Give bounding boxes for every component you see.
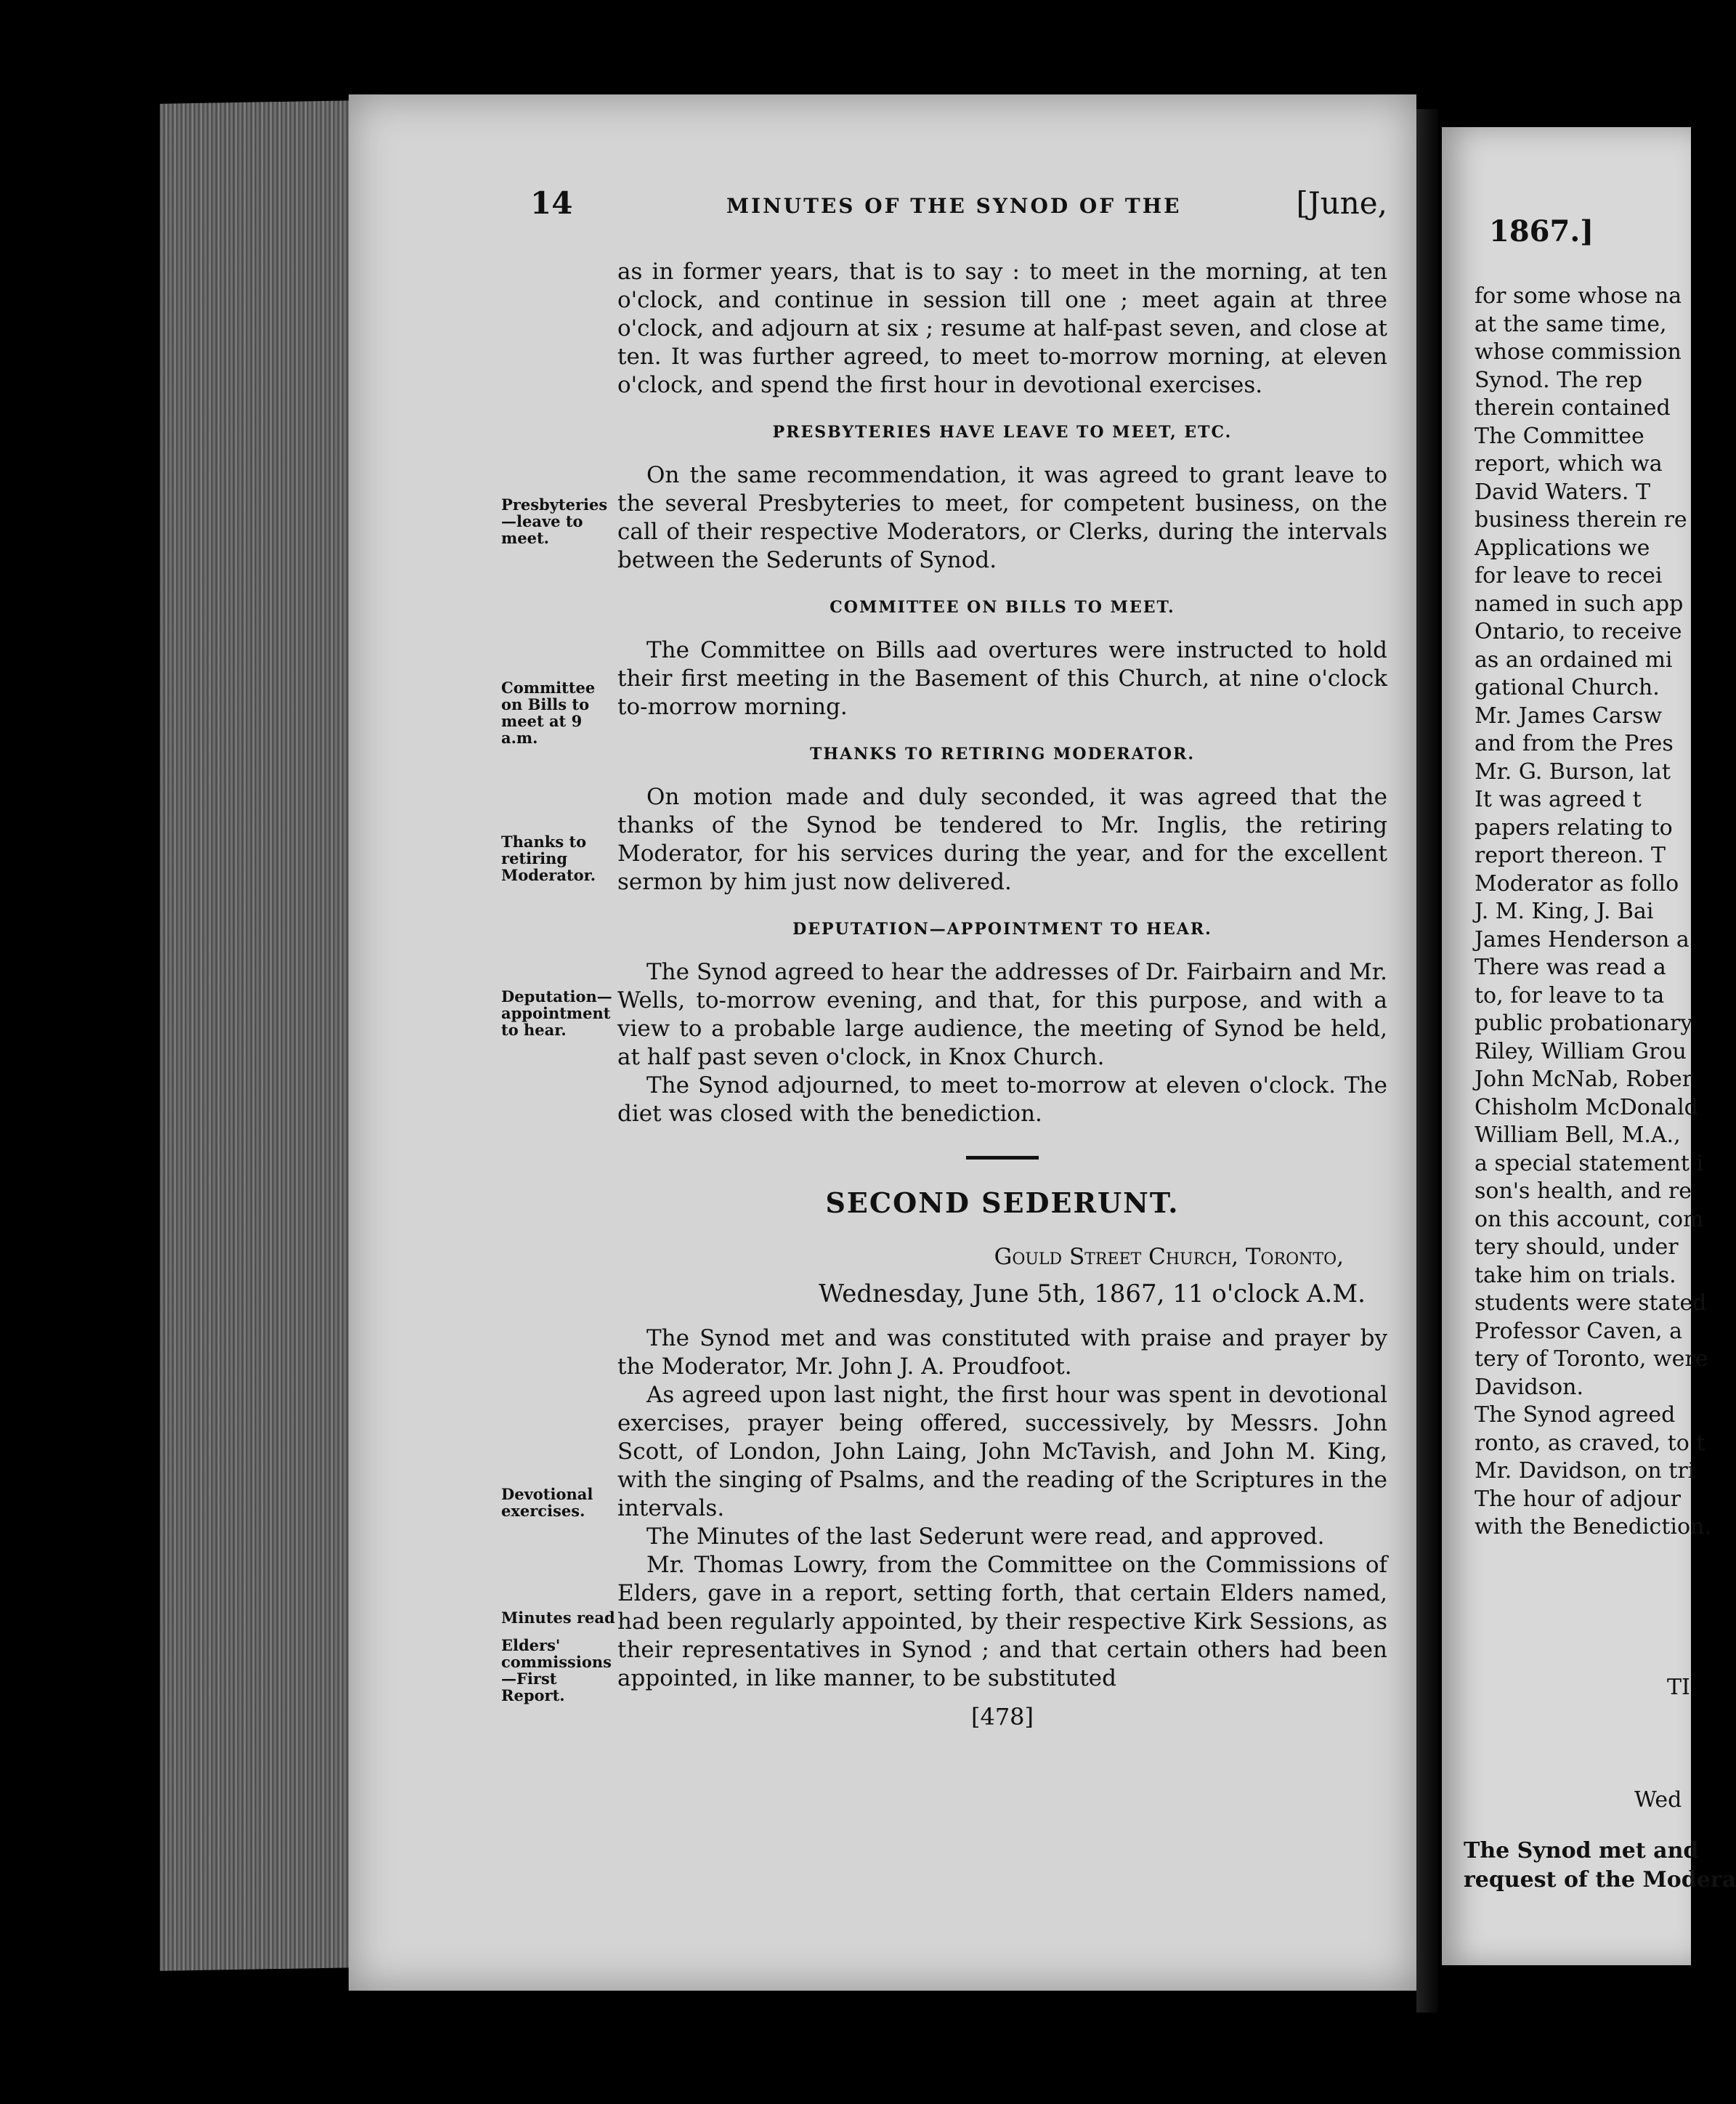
margin-note-deputation: Deputation—appointment to hear. [501, 987, 612, 1039]
right-page-line: John McNab, Rober [1475, 1067, 1693, 1092]
paragraph-thanks: On motion made and duly seconded, it was agreed that the thanks of the Synod be tendered to Mr. Inglis, the retiring Moderator, for his services during the year, and for the excellent sermon by him just now delivered. [617, 784, 1387, 895]
paragraph-presbyteries: On the same recommendation, it was agreed to grant leave to the several Presbyteries to meet, for competent business, on the call of their respective Moderators, or Clerks, during the intervals between the Sederunts of Synod. [617, 462, 1387, 573]
right-page-line: for some whose na [1475, 283, 1682, 309]
right-page-line: to, for leave to ta [1475, 982, 1665, 1008]
paragraph-adjourned: The Synod adjourned, to meet to-morrow at eleven o'clock. The diet was closed with the benediction. [617, 1072, 1387, 1127]
right-page-line: Riley, William Grou [1475, 1038, 1687, 1064]
right-page-line: Mr. Davidson, on tri [1475, 1458, 1695, 1484]
paragraph-constituted: The Synod met and was constituted with praise and prayer by the Moderator, Mr. John J. A. Proudfoot. [617, 1325, 1387, 1380]
right-page-line: Chisholm McDonald [1475, 1094, 1698, 1120]
right-page-line: James Henderson a [1475, 926, 1690, 952]
section-heading-thanks: THANKS TO RETIRING MODERATOR. [809, 745, 1196, 764]
right-page-line: for leave to recei [1475, 563, 1663, 588]
main-text-column [617, 258, 1387, 1731]
right-page-line: Professor Caven, a [1475, 1318, 1682, 1344]
right-page-line: There was read a [1475, 955, 1666, 980]
right-page-line: The Committee [1475, 423, 1644, 449]
right-page-tail-line: request of the Modera [1464, 1867, 1736, 1893]
right-page-line: Applications we [1475, 535, 1650, 561]
right-page-line: David Waters. T [1475, 479, 1650, 505]
intro-paragraph: as in former years, that is to say : to meet in the morning, at ten o'clock, and continue in session till one ; meet again at three o'clock, and adjourn at six ; resume at half-past seven, and close at ten. It was further agreed, to meet to-morrow morning, at eleven o'clock, and spend the first hour in devotional exercises. [617, 259, 1387, 398]
right-page-tail-line: The Synod met and [1464, 1838, 1699, 1864]
paragraph-devotional: As agreed upon last night, the first hour was spent in devotional exercises, prayer being offered, successively, by Messrs. John Scott, of London, John Laing, John McTavish, and John M. King, with the singing of Psalms, and the reading of the Scriptures in the intervals. [617, 1382, 1387, 1521]
right-page-line: and from the Pres [1475, 731, 1674, 756]
paragraph-minutes: The Minutes of the last Sederunt were read, and approved. [646, 1524, 1325, 1550]
footer-page-number: [478] [970, 1703, 1034, 1731]
right-page-line: with the Benediction. [1475, 1514, 1711, 1539]
right-page-line: gational Church. [1475, 675, 1660, 700]
margin-note-elders: Elders' commissions—First Report. [501, 1636, 612, 1704]
meeting-place: Gould Street Church, Toronto, [994, 1244, 1344, 1270]
right-page-line: The hour of adjour [1475, 1486, 1682, 1512]
right-page-tail-line: TI [1667, 1675, 1690, 1700]
book-gutter [1416, 109, 1438, 2012]
right-page-line: business therein re [1475, 507, 1687, 533]
paragraph-deputation: The Synod agreed to hear the addresses of Dr. Fairbairn and Mr. Wells, to-morrow evening, and that, for this purpose, and with a view to a probable large audience, the meeting of Synod be held, at half past seven o'clock, in Knox Church. [617, 959, 1387, 1070]
right-page-line: tery should, under [1475, 1234, 1679, 1260]
right-page-line: at the same time, [1475, 311, 1667, 337]
right-page-tail-line: Wed [1634, 1787, 1682, 1813]
right-page-line: as an ordained mi [1475, 647, 1673, 673]
margin-note-presbyteries: Presbyteries—leave to meet. [501, 495, 608, 547]
section-heading-deputation: DEPUTATION—APPOINTMENT TO HEAR. [792, 920, 1212, 939]
right-page-line: papers relating to [1475, 814, 1673, 841]
section-heading-committee: COMMITTEE ON BILLS TO MEET. [830, 598, 1175, 617]
right-page-line: J. M. King, J. Bai [1475, 899, 1654, 924]
second-sederunt-heading: SECOND SEDERUNT. [825, 1186, 1180, 1219]
right-page-line: therein contained [1475, 395, 1671, 421]
running-title: MINUTES OF THE SYNOD OF THE [726, 194, 1182, 218]
right-page-line: Ontario, to receive [1475, 619, 1682, 644]
right-page-line: The Synod agreed [1475, 1402, 1676, 1428]
right-page-line: report, which wa [1475, 451, 1663, 477]
paragraph-committee: The Committee on Bills aad overtures were instructed to hold their first meeting in the Basement of this Church, at nine o'clock to-morrow morning. [617, 637, 1387, 720]
right-page-line: a special statement i [1475, 1150, 1704, 1176]
right-page [1442, 127, 1736, 1965]
right-page-line: Synod. The rep [1475, 367, 1643, 393]
right-page-line: whose commission [1475, 339, 1682, 365]
right-page-line: named in such app [1475, 591, 1684, 617]
page-number: 14 [530, 185, 573, 221]
right-page-line: Moderator as follo [1475, 870, 1679, 897]
right-page-line: report thereon. T [1475, 843, 1666, 868]
right-page-line: It was agreed t [1475, 787, 1642, 812]
section-heading-presbyteries: PRESBYTERIES HAVE LEAVE TO MEET, ETC. [772, 423, 1233, 442]
section-divider [966, 1156, 1039, 1160]
running-head [508, 185, 1387, 236]
right-page-line: students were stated [1475, 1290, 1707, 1316]
margin-note-minutes: Minutes read [501, 1609, 615, 1627]
meeting-date: Wednesday, June 5th, 1867, 11 o'clock A.M. [819, 1279, 1366, 1308]
right-page-line: son's health, and re [1475, 1178, 1692, 1204]
right-page-line: on this account, com [1475, 1206, 1704, 1232]
running-date: [June, [1296, 185, 1387, 221]
right-page-line: William Bell, M.A., [1475, 1122, 1681, 1148]
right-page-line: Mr. James Carsw [1475, 703, 1663, 729]
margin-note-thanks: Thanks to retiring Moderator. [501, 833, 596, 884]
paragraph-elders: Mr. Thomas Lowry, from the Committee on the Commissions of Elders, gave in a report, setting forth, that certain Elders named, had been regularly appointed, by their respective Kirk Sessions, as their representatives in Synod ; and that certain others had been appointed, in like manner, to be substituted [617, 1552, 1387, 1691]
margin-note-committee: Committee on Bills to meet at 9 a.m. [501, 679, 596, 747]
right-page-line: tery of Toronto, were [1475, 1346, 1708, 1372]
right-page-line: ronto, as craved, to t [1475, 1430, 1705, 1456]
right-page-line: Mr. G. Burson, lat [1475, 758, 1671, 785]
margin-note-devotional: Devotional exercises. [501, 1485, 593, 1520]
right-page-head: 1867.] [1489, 214, 1594, 248]
right-page-line: public probationary [1475, 1011, 1693, 1036]
right-page-line: Davidson. [1475, 1374, 1583, 1400]
right-page-line: take him on trials. [1475, 1262, 1676, 1288]
